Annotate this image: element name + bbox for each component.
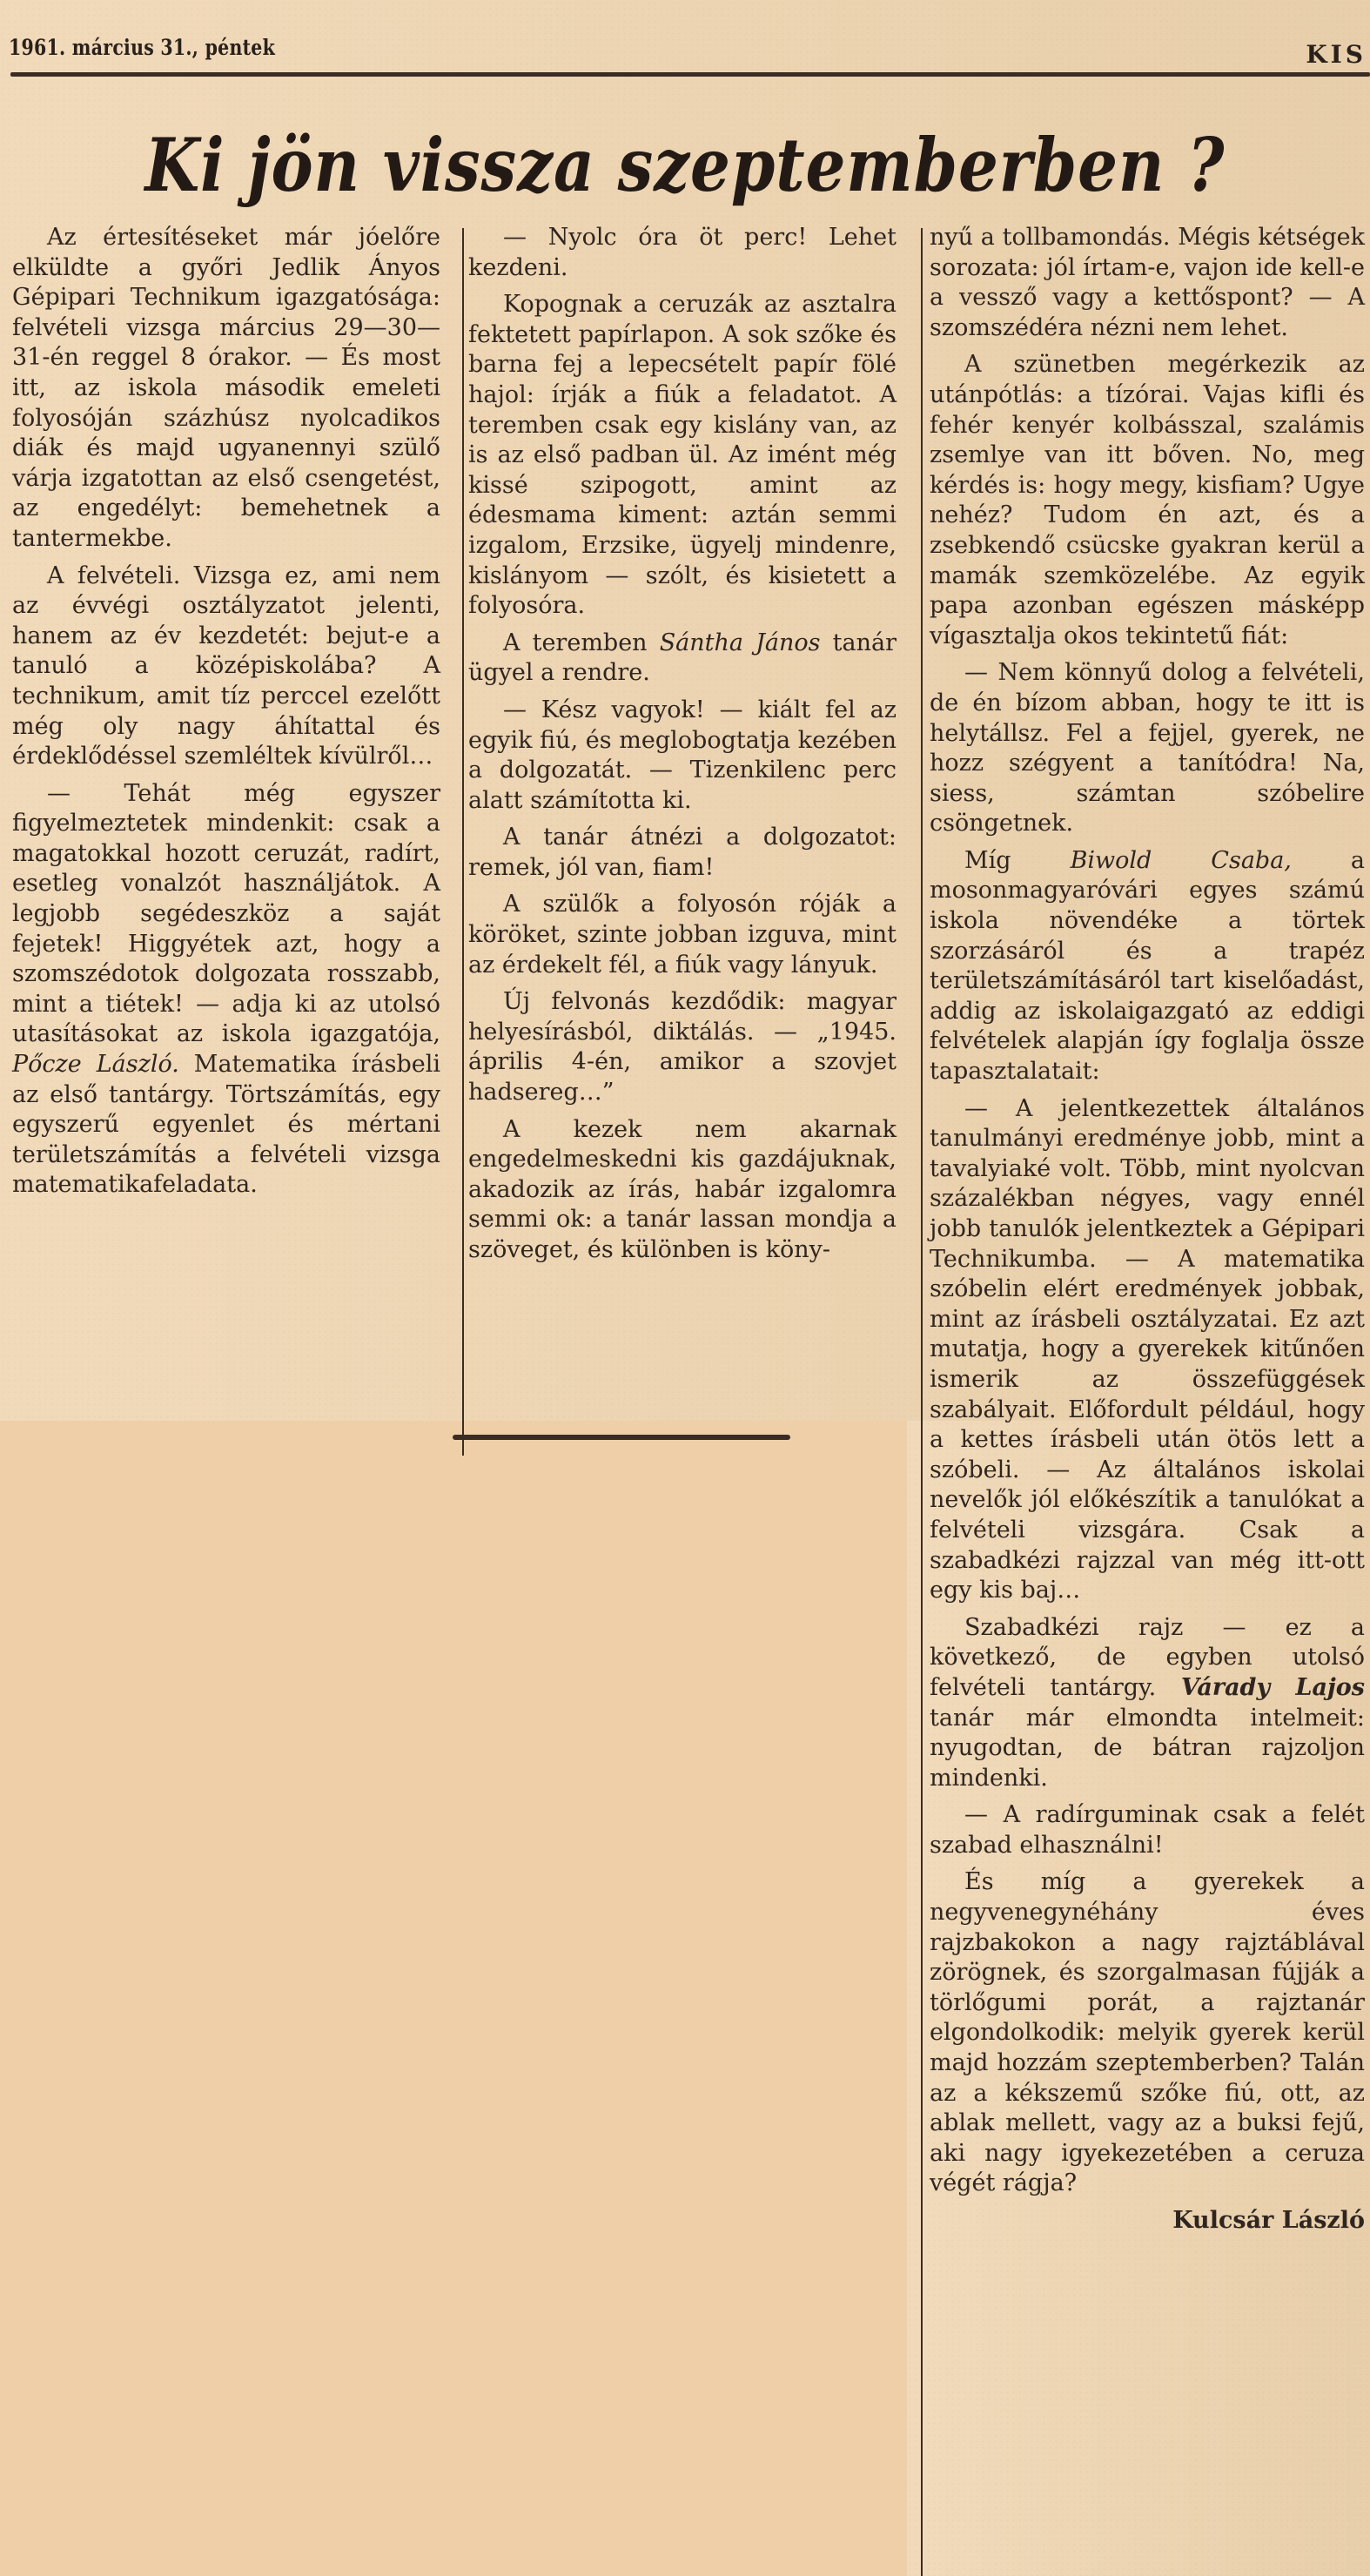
section-name: KIS (1306, 40, 1367, 69)
paragraph: Az értesítéseket már jóelőre elküldte a győri Jedlik Ányos Gépipari Technikum igazgatósága: felvételi vizsga március 29—30—31-én reggel 8 órakor. — És most itt, az iskola második emeleti folyosóján százhúsz nyolcadikos diák és majd ugyanennyi szülő várja izgatottan az első csengetést, az engedélyt: bemehetnek a tantermekbe. (12, 224, 440, 552)
paragraph: A szülők a folyosón róják a köröket, szinte jobban izguva, mint az érdekelt fél, a fiúk vagy lányuk. (468, 891, 897, 979)
paragraph: A szünetben megérkezik az utánpótlás: a tízórai. Vajas kifli és fehér kenyér kolbásszal, szalámis zsemlye van itt bőven. No, meg kérdés is: hogy megy, kisfiam? Ugye nehéz? Tudom én azt, és a zsebkendő csücske gyakran kerül a mamák szemközelébe. Az egyik papa azonban egészen másképp vígasztalja okos tekintetű fiát: (930, 351, 1365, 649)
paragraph-text: tanár már elmondta intelmeit: nyugodtan, de bátran rajzoljon mindenki. (930, 1704, 1365, 1792)
column-divider (921, 228, 923, 2576)
article-column-1 (12, 223, 440, 1207)
paragraph: — Kész vagyok! — kiált fel az egyik fiú, és meglobogtatja kezében a dolgozatát. — Tizenkilenc perc alatt számította ki. (468, 696, 897, 814)
paragraph: Új felvonás kezdődik: magyar helyesírásból, diktálás. — „1945. április 4-én, amikor a szovjet hadsereg…” (468, 988, 897, 1106)
paragraph-text: Szabadkézi rajz — ez a következő, de egyben utolsó felvételi tantárgy. (930, 1613, 1365, 1701)
paragraph-text: tanár ügyel a rendre. (468, 629, 897, 687)
issue-date: 1961. március 31., péntek (9, 35, 276, 60)
column-end-rule (453, 1435, 790, 1440)
paragraph: — A radírguminak csak a felét szabad elhasználni! (930, 1801, 1365, 1859)
paragraph-text: Míg (964, 846, 1011, 874)
column-divider (462, 228, 464, 1456)
paragraph (468, 629, 897, 689)
paragraph (12, 779, 440, 1201)
paragraph: — Nyolc óra öt perc! Lehet kezdeni. (468, 224, 897, 281)
paragraph: Kopognak a ceruzák az asztalra fektetett papírlapon. A sok szőke és barna fej a lepecsételt papír fölé hajol: írják a fiúk a feladatot. A teremben csak egy kislány van, az is az első padban ül. Az imént még kissé szipogott, amint az édesmama kiment: aztán semmi izgalom, Erzsike, ügyelj mindenre, kislányom — szólt, és kisietett a folyosóra. (468, 291, 897, 620)
article-column-2 (468, 223, 897, 1273)
author-byline: Kulcsár László (1172, 2207, 1365, 2234)
paragraph (930, 846, 1365, 1087)
person-name: Sántha János (659, 629, 821, 656)
paragraph-text: Matematika írásbeli az első tantárgy. Törtszámítás, egy egyszerű egyenlet és mértani területszámítás a felvételi vizsga matematikafeladata. (12, 1051, 441, 1199)
article-column-3 (930, 223, 1365, 2243)
paragraph: A felvételi. Vizsga ez, ami nem az évvégi osztályzatot jelenti, hanem az év kezdetét: bejut-e a tanuló a középiskolába? A technikum, amit tíz perccel ezelőtt még oly nagy áhítattal és érdeklődéssel szemléltek kívülről… (12, 562, 440, 770)
person-name: Biwold Csaba, (1070, 846, 1292, 874)
paragraph-text: A teremben (503, 629, 648, 656)
article-title: Ki jön vissza szeptemberben ? (144, 122, 1226, 208)
paragraph: — A jelentkezettek általános tanulmányi eredménye jobb, mint a tavalyiaké volt. Több, mint nyolcvan százalékban négyes, vagy ennél jobb tanulók jelentkeztek a Gépipari Technikumba. — A matematika szóbelin elért eredmények jobbak, mint az írásbeli osztályzatai. Ez azt mutatja, hogy a gyerekek kitűnően ismerik az összefüggések szabályait. Előfordult például, hogy a kettes írásbeli után ötös lett a szóbeli. — Az általános iskolai nevelők jól előkészítik a tanulókat a felvételi vizsgára. Csak a szabadkézi rajzzal van még itt-ott egy kis baj… (930, 1094, 1365, 1604)
paragraph-text: — Tehát még egyszer figyelmeztetek mindenkit: csak a magatokkal hozott ceruzát, radírt, esetleg vonalzót használjátok. A legjobb segédeszköz a saját fejetek! Higgyétek azt, hogy a szomszédotok dolgozata rosszabb, mint a tiétek! — adja ki az utolsó utasításokat az iskola igazgatója, (12, 779, 440, 1048)
header-rule (10, 72, 1370, 77)
paragraph-text: a mosonmagyaróvári egyes számú iskola növendéke a törtek szorzásáról és a trapéz területszámításáról tart kiselőadást, addig az iskolaigazgató az eddigi felvételek alapján így foglalja össze tapasztalatait: (930, 846, 1365, 1086)
paragraph: A kezek nem akarnak engedelmeskedni kis gazdájuknak, akadozik az írás, habár izgalomra semmi ok: a tanár lassan mondja a szöveget, és különben is köny- (468, 1115, 897, 1263)
page-header (0, 0, 1370, 87)
person-name: Pőcze László. (12, 1051, 179, 1079)
paragraph: nyű a tollbamondás. Mégis kétségek sorozata: jól írtam-e, vajon ide kell-e a vessző vagy a kettőspont? — A szomszédéra nézni nem lehet. (930, 224, 1365, 341)
paragraph: És míg a gyerekek a negyvenegynéhány éves rajzbakokon a nagy rajztáblával zörögnek, és szorgalmasan fújják a törlőgumi porát, a rajztanár elgondolkodik: melyik gyerek kerül majd hozzám szeptemberben? Talán az a kékszemű szőke fiú, ott, az ablak mellett, vagy az a buksi fejű, aki nagy igyekezetében a ceruza végét rágja? (930, 1868, 1365, 2197)
paragraph: — Nem könnyű dolog a felvételi, de én bízom abban, hogy te itt is helytállsz. Fel a fejjel, gyerek, ne hozz szégyent a tanítódra! Na, siess, számtan szóbelire csöngetnek. (930, 659, 1365, 837)
person-name: Várady Lajos (1180, 1673, 1365, 1701)
paragraph (930, 1613, 1365, 1794)
paragraph: A tanár átnézi a dolgozatot: remek, jól van, fiam! (468, 824, 897, 881)
